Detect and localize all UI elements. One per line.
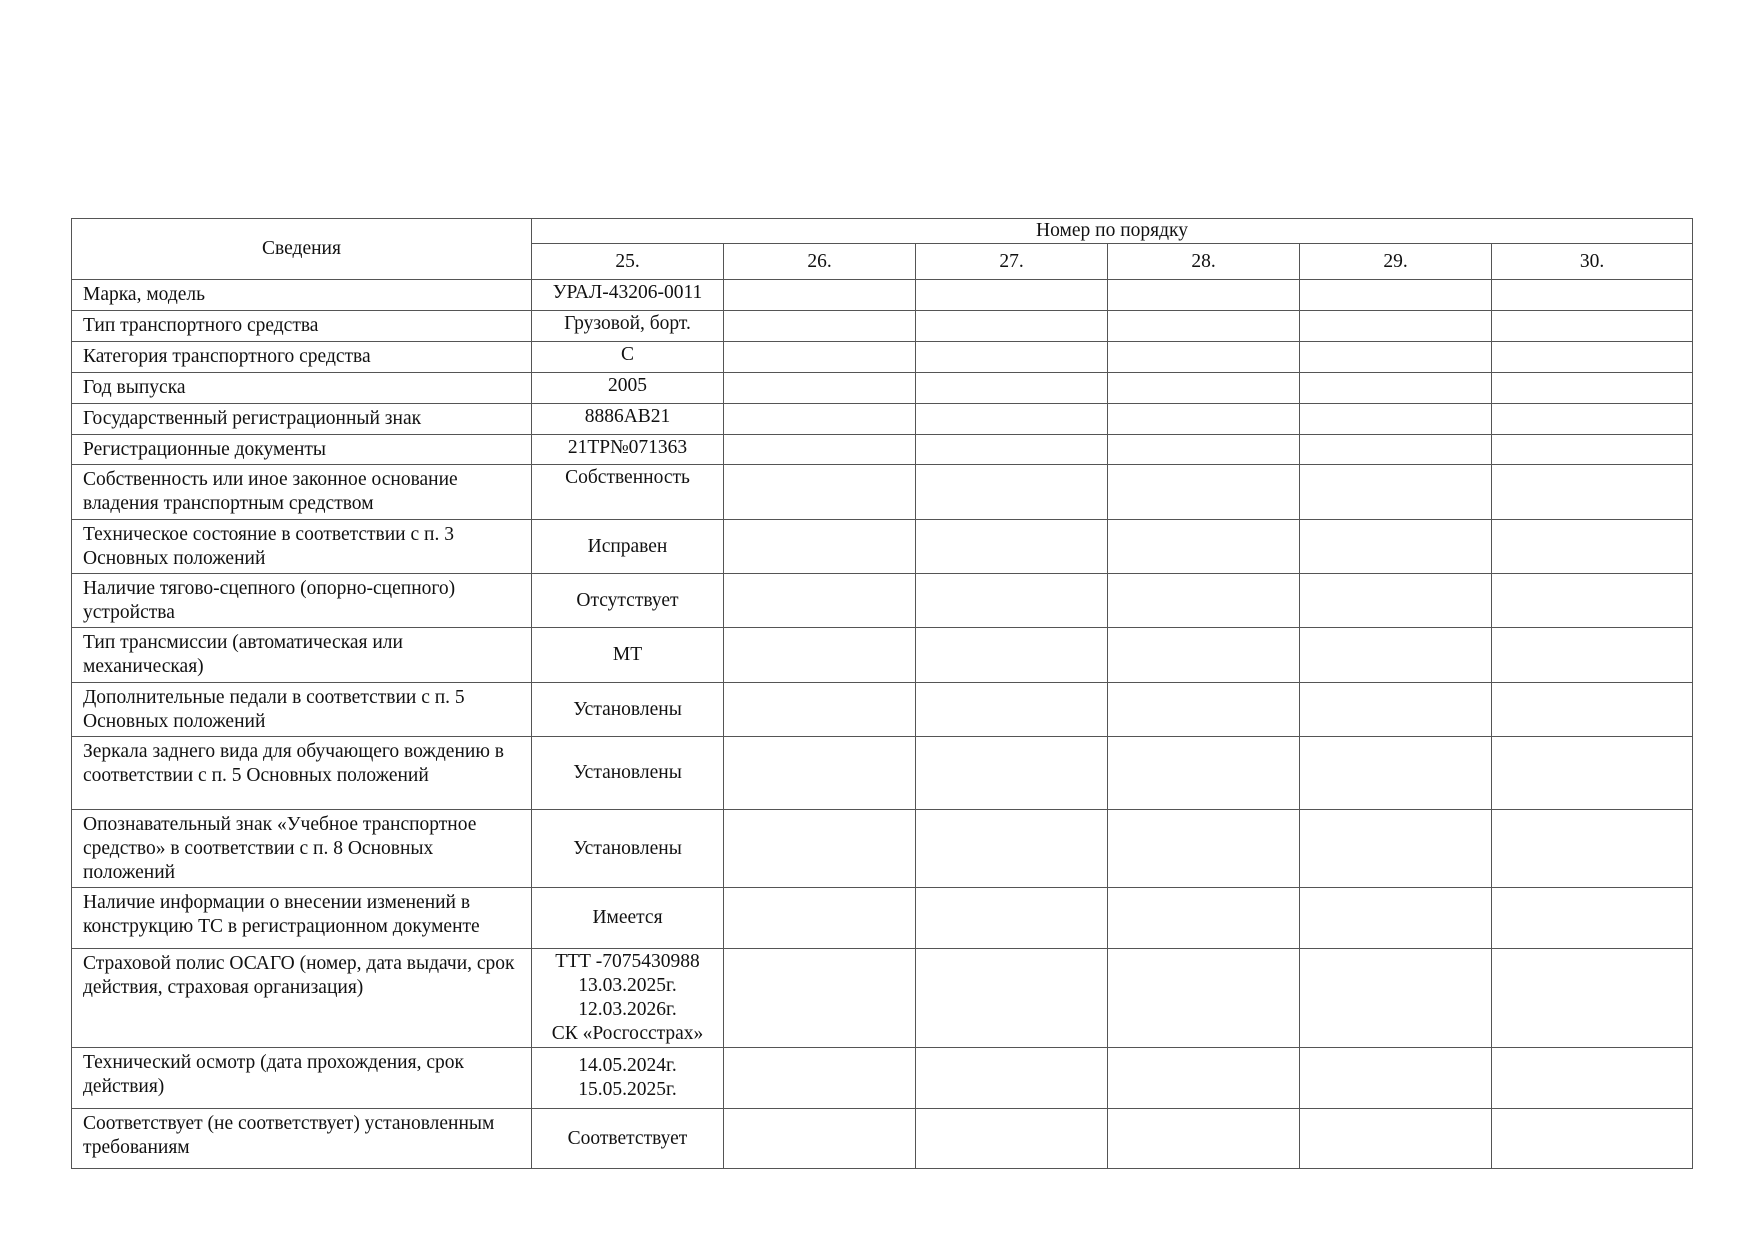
empty-cell	[916, 737, 1108, 810]
table-row	[72, 810, 1693, 888]
empty-cell	[1108, 373, 1300, 404]
empty-cell	[724, 1048, 916, 1109]
empty-cell	[724, 683, 916, 737]
row-label: Техническое состояние в соответствии с п. 3 Основных положений	[72, 520, 532, 574]
table-row	[72, 373, 1693, 404]
row-label: Дополнительные педали в соответствии с п. 5 Основных положений	[72, 683, 532, 737]
row-value-25: Установлены	[532, 737, 724, 810]
column-number: 26.	[724, 244, 916, 280]
empty-cell	[1492, 435, 1693, 465]
empty-cell	[1492, 574, 1693, 628]
row-value-25: Грузовой, борт.	[532, 311, 724, 342]
value-line: 13.03.2025г.	[578, 975, 677, 996]
empty-cell	[724, 888, 916, 949]
value-line: СК «Росгосстрах»	[551, 1023, 704, 1044]
row-value-25: Собственность	[532, 465, 724, 520]
order-number-header: Номер по порядку	[532, 219, 1693, 244]
empty-cell	[1108, 888, 1300, 949]
empty-cell	[1492, 280, 1693, 311]
empty-cell	[724, 574, 916, 628]
empty-cell	[1108, 949, 1300, 1048]
row-label: Зеркала заднего вида для обучающего вождению в соответствии с п. 5 Основных положений	[72, 737, 532, 810]
empty-cell	[1492, 737, 1693, 810]
value-line: 12.03.2026г.	[578, 999, 677, 1020]
row-value-25: 2005	[532, 373, 724, 404]
empty-cell	[1300, 311, 1492, 342]
vehicle-info-table	[71, 218, 1693, 1169]
column-number: 29.	[1300, 244, 1492, 280]
table-row	[72, 737, 1693, 810]
empty-cell	[1300, 574, 1492, 628]
row-value-25: Установлены	[532, 683, 724, 737]
row-value-25: Отсутствует	[532, 574, 724, 628]
table-row	[72, 404, 1693, 435]
empty-cell	[916, 574, 1108, 628]
value-line: 15.05.2025г.	[578, 1079, 677, 1100]
table-row	[72, 1109, 1693, 1169]
column-number: 30.	[1492, 244, 1693, 280]
table-row	[72, 888, 1693, 949]
row-value-25	[532, 949, 724, 1048]
empty-cell	[1300, 628, 1492, 683]
row-label: Страховой полис ОСАГО (номер, дата выдачи, срок действия, страховая организация)	[72, 949, 532, 1048]
row-label: Тип транспортного средства	[72, 311, 532, 342]
table-row	[72, 311, 1693, 342]
row-label: Опознавательный знак «Учебное транспортное средство» в соответствии с п. 8 Основных положений	[72, 810, 532, 888]
empty-cell	[724, 737, 916, 810]
row-label: Год выпуска	[72, 373, 532, 404]
empty-cell	[724, 435, 916, 465]
row-value-25: 8886АВ21	[532, 404, 724, 435]
empty-cell	[916, 810, 1108, 888]
empty-cell	[724, 1109, 916, 1169]
empty-cell	[1492, 810, 1693, 888]
empty-cell	[916, 465, 1108, 520]
row-label: Категория транспортного средства	[72, 342, 532, 373]
empty-cell	[1108, 465, 1300, 520]
empty-cell	[916, 404, 1108, 435]
empty-cell	[1492, 404, 1693, 435]
table-row	[72, 520, 1693, 574]
empty-cell	[916, 1048, 1108, 1109]
empty-cell	[1492, 311, 1693, 342]
empty-cell	[1492, 465, 1693, 520]
row-label: Технический осмотр (дата прохождения, срок действия)	[72, 1048, 532, 1109]
empty-cell	[1300, 280, 1492, 311]
column-number: 28.	[1108, 244, 1300, 280]
empty-cell	[1108, 1109, 1300, 1169]
row-value-25	[532, 1048, 724, 1109]
row-value-25: С	[532, 342, 724, 373]
empty-cell	[916, 628, 1108, 683]
empty-cell	[1300, 1048, 1492, 1109]
row-value-25: 21ТР№071363	[532, 435, 724, 465]
row-value-25: Имеется	[532, 888, 724, 949]
table-row	[72, 683, 1693, 737]
row-value-25: УРАЛ-43206-0011	[532, 280, 724, 311]
empty-cell	[1108, 404, 1300, 435]
empty-cell	[1492, 888, 1693, 949]
empty-cell	[916, 949, 1108, 1048]
empty-cell	[916, 373, 1108, 404]
empty-cell	[916, 280, 1108, 311]
row-value-25: Исправен	[532, 520, 724, 574]
empty-cell	[1492, 520, 1693, 574]
value-line: 14.05.2024г.	[578, 1055, 677, 1076]
empty-cell	[1300, 342, 1492, 373]
empty-cell	[1300, 404, 1492, 435]
row-value-25: Установлены	[532, 810, 724, 888]
empty-cell	[1108, 810, 1300, 888]
table-row	[72, 949, 1693, 1048]
empty-cell	[1300, 1109, 1492, 1169]
empty-cell	[1108, 520, 1300, 574]
empty-cell	[724, 404, 916, 435]
empty-cell	[1108, 683, 1300, 737]
empty-cell	[1108, 311, 1300, 342]
empty-cell	[916, 520, 1108, 574]
empty-cell	[724, 810, 916, 888]
row-value-25: МТ	[532, 628, 724, 683]
row-label: Собственность или иное законное основание владения транспортным средством	[72, 465, 532, 520]
empty-cell	[1492, 1109, 1693, 1169]
empty-cell	[1108, 628, 1300, 683]
table-row	[72, 342, 1693, 373]
table-row	[72, 1048, 1693, 1109]
empty-cell	[1300, 465, 1492, 520]
row-label: Наличие информации о внесении изменений в конструкцию ТС в регистрационном документе	[72, 888, 532, 949]
empty-cell	[1492, 1048, 1693, 1109]
empty-cell	[724, 949, 916, 1048]
empty-cell	[916, 435, 1108, 465]
empty-cell	[1300, 810, 1492, 888]
empty-cell	[1108, 574, 1300, 628]
empty-cell	[724, 342, 916, 373]
table-row	[72, 435, 1693, 465]
row-value-25: Соответствует	[532, 1109, 724, 1169]
empty-cell	[724, 280, 916, 311]
empty-cell	[724, 628, 916, 683]
column-number: 27.	[916, 244, 1108, 280]
empty-cell	[1300, 520, 1492, 574]
row-label: Соответствует (не соответствует) установленным требованиям	[72, 1109, 532, 1169]
empty-cell	[1300, 373, 1492, 404]
empty-cell	[1108, 342, 1300, 373]
empty-cell	[1492, 683, 1693, 737]
empty-cell	[1108, 280, 1300, 311]
empty-cell	[724, 311, 916, 342]
empty-cell	[916, 311, 1108, 342]
empty-cell	[1108, 737, 1300, 810]
empty-cell	[724, 465, 916, 520]
table-row	[72, 280, 1693, 311]
empty-cell	[724, 520, 916, 574]
empty-cell	[1300, 888, 1492, 949]
empty-cell	[916, 683, 1108, 737]
empty-cell	[916, 1109, 1108, 1169]
empty-cell	[1108, 1048, 1300, 1109]
empty-cell	[916, 342, 1108, 373]
row-label: Государственный регистрационный знак	[72, 404, 532, 435]
empty-cell	[724, 373, 916, 404]
empty-cell	[916, 888, 1108, 949]
table-row	[72, 628, 1693, 683]
empty-cell	[1300, 683, 1492, 737]
empty-cell	[1492, 949, 1693, 1048]
column-number: 25.	[532, 244, 724, 280]
value-line: ТТТ -7075430988	[555, 951, 700, 972]
table-row	[72, 465, 1693, 520]
empty-cell	[1492, 342, 1693, 373]
row-label: Марка, модель	[72, 280, 532, 311]
empty-cell	[1300, 949, 1492, 1048]
empty-cell	[1492, 628, 1693, 683]
empty-cell	[1300, 737, 1492, 810]
row-label: Наличие тягово-сцепного (опорно-сцепного) устройства	[72, 574, 532, 628]
empty-cell	[1300, 435, 1492, 465]
header-row-top	[72, 219, 1693, 244]
row-label: Тип трансмиссии (автоматическая или механическая)	[72, 628, 532, 683]
empty-cell	[1492, 373, 1693, 404]
table-row	[72, 574, 1693, 628]
row-label: Регистрационные документы	[72, 435, 532, 465]
empty-cell	[1108, 435, 1300, 465]
info-column-header: Сведения	[72, 219, 532, 280]
